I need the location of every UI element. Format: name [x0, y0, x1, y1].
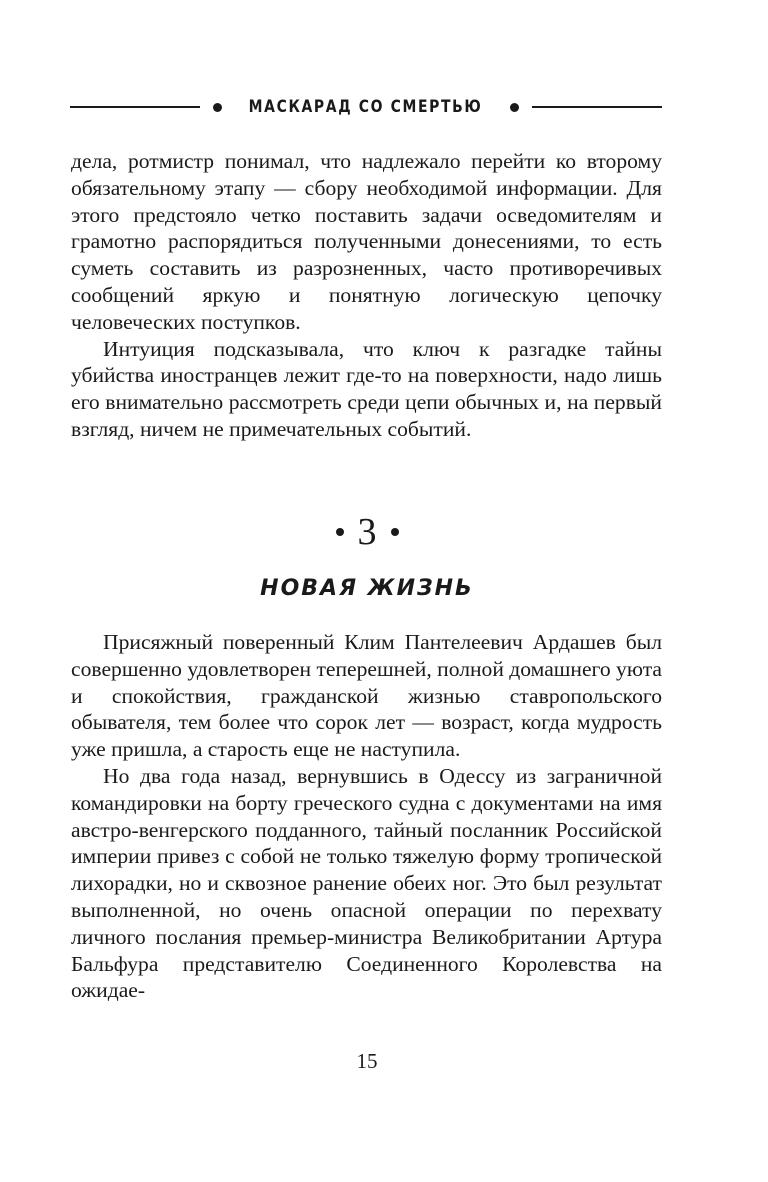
paragraph: Но два года назад, вернувшись в Одессу из заграничной командировки на борту греческого судна с документами на имя австро-венгерского подданного, тайный посланник Российской империи привез с собой не только тяжелую форму тропической лихорадки, но и сквозное ранение обеих ног. Это был результат выполненной, но очень опасной операции по перехвату личного послания премьер-министра Великобритании Артура Бальфура представителю Соединенного Королевства на ожидае- — [71, 763, 662, 1003]
chapter-dot-right — [391, 528, 399, 536]
header-dot-right — [510, 103, 519, 112]
page-number: 15 — [356, 1049, 378, 1073]
chapter-title: НОВАЯ ЖИЗНЬ — [260, 576, 474, 601]
header-rule-right — [532, 106, 662, 108]
paragraph: Присяжный поверенный Клим Пантелеевич Ардашев был совершенно удовлетворен теперешней, полной домашнего уюта и спокойствия, гражданской жизнью ставропольского обывателя, тем более что сорок лет — возраст, когда мудрость уже пришла, а старость еще не наступила. — [71, 630, 662, 762]
chapter-dot-left — [336, 528, 344, 536]
header-rule-left — [70, 106, 200, 108]
running-header — [70, 92, 662, 122]
chapter-heading — [0, 510, 734, 554]
chapter-number: 3 — [357, 511, 377, 553]
paragraph: дела, ротмистр понимал, что надлежало перейти ко второму обязательному этапу — сбору необходимой информации. Для этого предстояло четко поставить задачи осведомителям и грамотно распорядиться полученными донесениями, то есть суметь составить из разрозненных, часто противоречивых сообщений яркую и понятную логическую цепочку человеческих поступков. — [71, 149, 662, 334]
header-dot-left — [213, 103, 222, 112]
paragraph: Интуиция подсказывала, что ключ к разгадке тайны убийства иностранцев лежит где-то на поверхности, надо лишь его внимательно рассмотреть среди цепи обычных и, на первый взгляд, ничем не примечательных событий. — [71, 336, 662, 441]
body-text-before-chapter — [71, 148, 662, 443]
body-text-after-chapter — [71, 629, 662, 1004]
running-title: МАСКАРАД СО СМЕРТЬЮ — [249, 97, 483, 117]
